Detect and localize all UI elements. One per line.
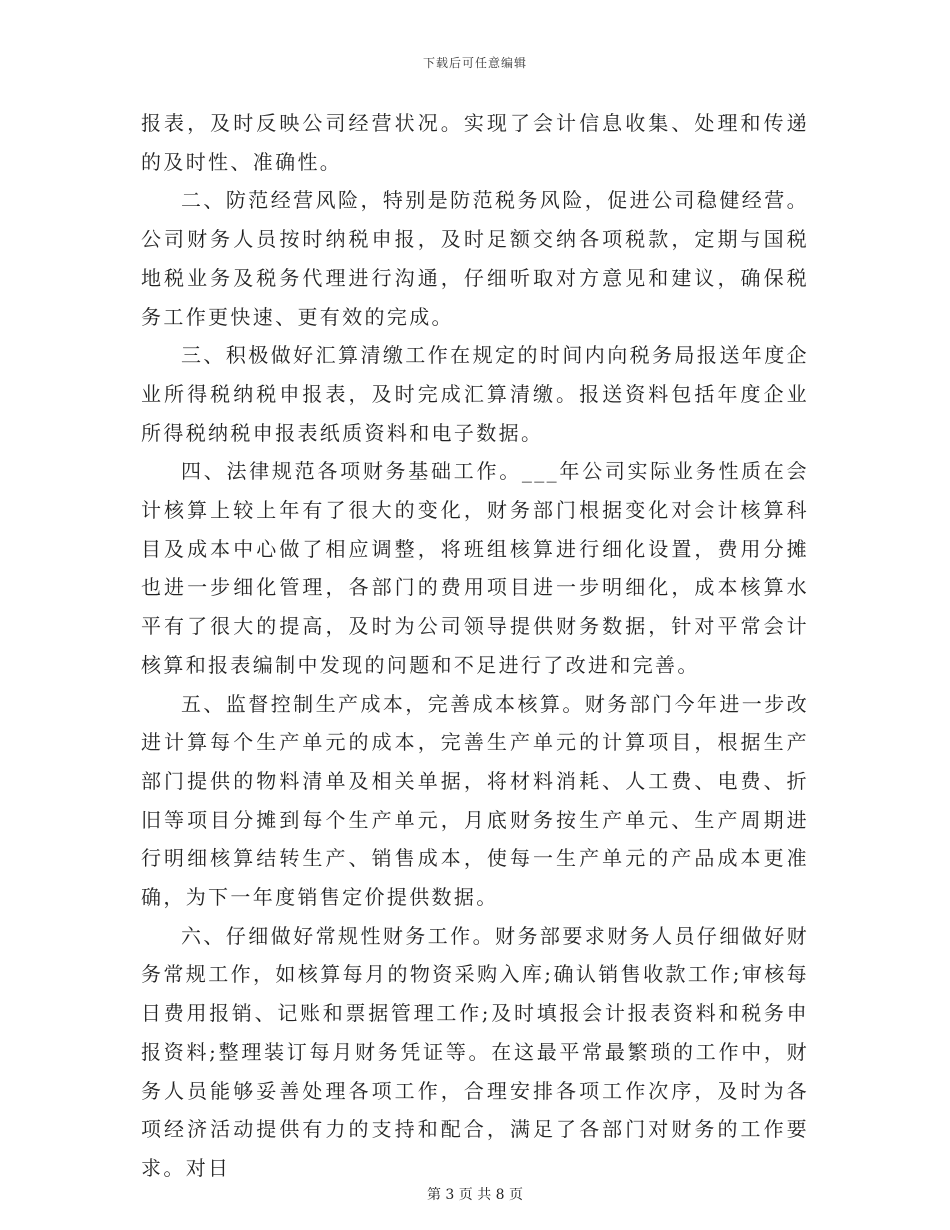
paragraph-continuation: 报表，及时反映公司经营状况。实现了会计信息收集、处理和传递的及时性、准确性。 xyxy=(141,111,809,174)
paragraph-section-3: 三、积极做好汇算清缴工作在规定的时间内向税务局报送年度企业所得税纳税申报表，及时完成汇算清缴。报送资料包括年度企业所得税纳税申报表纸质资料和电子数据。 xyxy=(141,343,809,445)
paragraph-section-5: 五、监督控制生产成本，完善成本核算。财务部门今年进一步改进计算每个生产单元的成本，完善生产单元的计算项目，根据生产部门提供的物料清单及相关单据，将材料消耗、人工费、电费、折旧等项目分摊到每个生产单元，月底财务按生产单元、生产周期进行明细核算结转生产、销售成本，使每一生产单元的产品成本更准确，为下一年度销售定价提供数据。 xyxy=(141,691,809,910)
paragraph-section-6: 六、仔细做好常规性财务工作。财务部要求财务人员仔细做好财务常规工作，如核算每月的物资采购入库;确认销售收款工作;审核每日费用报销、记账和票据管理工作;及时填报会计报表资料和税务申报资料;整理装订每月财务凭证等。在这最平常最繁琐的工作中，财务人员能够妥善处理各项工作，合理安排各项工作次序，及时为各项经济活动提供有力的支持和配合，满足了各部门对财务的工作要求。对日 xyxy=(141,923,809,1180)
page-header: 下载后可任意编辑 xyxy=(422,56,527,70)
document-body xyxy=(141,104,809,1188)
page-number-footer: 第 3 页 共 8 页 xyxy=(426,1187,524,1203)
paragraph-section-2: 二、防范经营风险，特别是防范税务风险，促进公司稳健经营。公司财务人员按时纳税申报，及时足额交纳各项税款，定期与国税地税业务及税务代理进行沟通，仔细听取对方意见和建议，确保税务工作更快速、更有效的完成。 xyxy=(141,188,809,329)
paragraph-section-4: 四、法律规范各项财务基础工作。___年公司实际业务性质在会计核算上较上年有了很大的变化，财务部门根据变化对会计核算科目及成本中心做了相应调整，将班组核算进行细化设置，费用分摊也进一步细化管理，各部门的费用项目进一步明细化，成本核算水平有了很大的提高，及时为公司领导提供财务数据，针对平常会计核算和报表编制中发现的问题和不足进行了改进和完善。 xyxy=(141,459,809,677)
